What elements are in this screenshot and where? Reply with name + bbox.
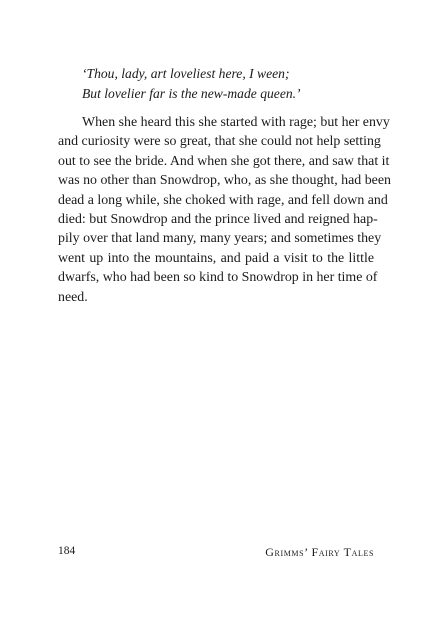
running-head: Grimms’ Fairy Tales: [265, 545, 374, 559]
paragraph-line: was no other than Snowdrop, who, as she thought, had been: [58, 173, 391, 189]
page-number: 184: [58, 545, 76, 557]
paragraph-line: pily over that land many, many years; and sometimes they: [58, 231, 382, 247]
body-paragraph: [58, 113, 391, 307]
paragraph-line: need.: [58, 289, 88, 305]
page-footer: [58, 545, 374, 561]
paragraph-line: dead a long while, she choked with rage, and fell down and: [58, 192, 388, 208]
verse-line: But lovelier far is the new-made queen.’: [82, 86, 301, 101]
paragraph-line: When she heard this she started with rage; but her envy: [82, 115, 390, 130]
paragraph-line: went up into the mountains, and paid a visit to the little: [58, 250, 374, 266]
verse-quote: [82, 64, 382, 104]
paragraph-line: died: but Snowdrop and the prince lived and reigned hap-: [58, 211, 378, 227]
paragraph-line: and curiosity were so great, that she could not help setting: [58, 134, 381, 150]
paragraph-line: out to see the bride. And when she got there, and saw that it: [58, 153, 390, 169]
paragraph-line: dwarfs, who had been so kind to Snowdrop in her time of: [58, 270, 378, 286]
verse-line: ‘Thou, lady, art loveliest here, I ween;: [82, 66, 290, 81]
